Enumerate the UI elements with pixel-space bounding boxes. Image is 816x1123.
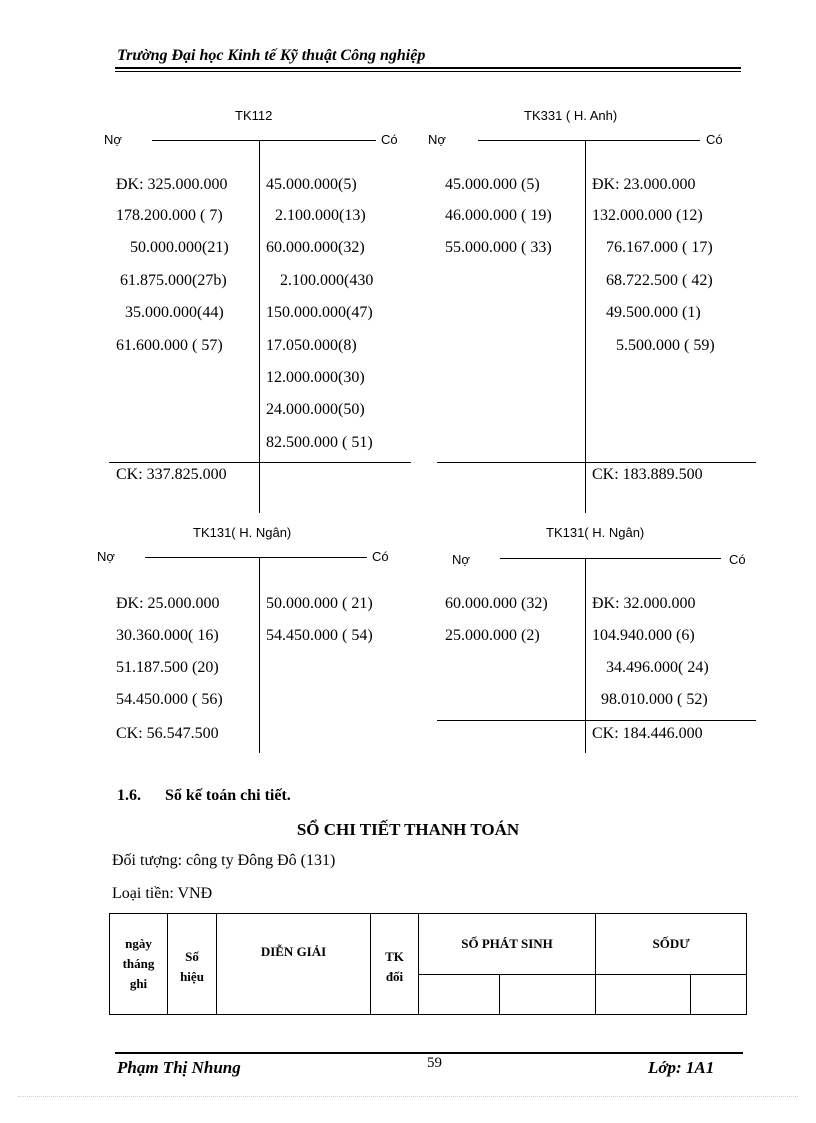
debit-entry: 46.000.000 ( 19) (445, 207, 552, 224)
t-top-line (478, 140, 700, 141)
header-account: TK đối (371, 914, 419, 1015)
debit-entry: ĐK: 25.000.000 (116, 595, 220, 612)
section-title: Sổ kế toán chi tiết. (165, 787, 291, 804)
credit-entry: 5.500.000 ( 59) (616, 337, 715, 354)
credit-entry: 104.940.000 (6) (592, 627, 695, 644)
closing-balance: CK: 56.547.500 (116, 725, 219, 742)
debit-entry: 25.000.000 (2) (445, 627, 540, 644)
account-title: TK131( H. Ngân) (193, 525, 292, 540)
header-rule-thin (115, 71, 741, 72)
ledger-currency: Loại tiền: VNĐ (112, 885, 213, 902)
ledger-subject: Đối tượng: công ty Đông Đô (131) (112, 852, 336, 869)
debit-entry: ĐK: 325.000.000 (116, 176, 228, 193)
debit-label: Nợ (428, 132, 446, 147)
credit-entry: 45.000.000(5) (266, 176, 357, 193)
closing-balance: CK: 183.889.500 (592, 466, 703, 483)
closing-balance: CK: 184.446.000 (592, 725, 703, 742)
footer-class: Lớp: 1A1 (648, 1058, 715, 1077)
table-cell (691, 975, 747, 1015)
ledger-table (109, 913, 747, 1015)
t-top-line (500, 558, 721, 559)
section-heading (117, 787, 291, 805)
credit-entry: 50.000.000 ( 21) (266, 595, 373, 612)
debit-entry: 50.000.000(21) (130, 239, 229, 256)
t-closing-line (437, 720, 756, 721)
header-rule (115, 67, 741, 69)
debit-entry: 51.187.500 (20) (116, 659, 219, 676)
table-cell (419, 975, 500, 1015)
account-title: TK112 (235, 108, 273, 123)
t-top-line (145, 557, 367, 558)
t-closing-line (437, 462, 756, 463)
credit-entry: 76.167.000 ( 17) (606, 239, 713, 256)
credit-entry: 98.010.000 ( 52) (601, 691, 708, 708)
account-title: TK331 ( H. Anh) (524, 108, 618, 123)
debit-entry: 30.360.000( 16) (116, 627, 219, 644)
credit-label: Có (381, 132, 398, 147)
debit-entry: 54.450.000 ( 56) (116, 691, 223, 708)
debit-entry: 55.000.000 ( 33) (445, 239, 552, 256)
credit-label: Có (372, 549, 389, 564)
t-top-line (152, 140, 376, 141)
header-date: ngày tháng ghi (110, 914, 168, 1015)
closing-balance: CK: 337.825.000 (116, 466, 227, 483)
debit-label: Nợ (104, 132, 122, 147)
section-number: 1.6. (117, 787, 141, 804)
header-arising: SỐ PHÁT SINH (419, 914, 596, 975)
header-number: Số hiệu (168, 914, 217, 1015)
debit-label: Nợ (452, 552, 470, 567)
credit-entry: ĐK: 32.000.000 (592, 595, 696, 612)
t-closing-line (109, 462, 411, 463)
credit-label: Có (706, 132, 723, 147)
footer-author: Phạm Thị Nhung (117, 1058, 241, 1077)
t-divider (585, 558, 586, 753)
credit-entry: 49.500.000 (1) (606, 304, 701, 321)
debit-entry: 61.600.000 ( 57) (116, 337, 223, 354)
credit-entry: 2.100.000(13) (275, 207, 366, 224)
debit-entry: 178.200.000 ( 7) (116, 207, 223, 224)
t-divider (585, 140, 586, 513)
credit-entry: 34.496.000( 24) (606, 659, 709, 676)
t-divider (259, 140, 260, 513)
credit-entry: 12.000.000(30) (266, 369, 365, 386)
header-description: DIỄN GIẢI (217, 914, 371, 1015)
page-edge (18, 1096, 798, 1097)
debit-entry: 61.875.000(27b) (120, 272, 227, 289)
credit-entry: 2.100.000(430 (280, 272, 374, 289)
footer-rule (115, 1052, 743, 1054)
credit-entry: 150.000.000(47) (266, 304, 373, 321)
debit-label: Nợ (97, 549, 115, 564)
t-divider (259, 557, 260, 753)
debit-entry: 60.000.000 (32) (445, 595, 548, 612)
credit-entry: ĐK: 23.000.000 (592, 176, 696, 193)
table-cell (596, 975, 691, 1015)
account-title: TK131( H. Ngân) (546, 525, 645, 540)
debit-entry: 45.000.000 (5) (445, 176, 540, 193)
credit-entry: 24.000.000(50) (266, 401, 365, 418)
document-header: Trường Đại học Kinh tế Kỹ thuật Công nghiệp (117, 47, 426, 64)
credit-label: Có (729, 552, 746, 567)
table-cell (500, 975, 596, 1015)
debit-entry: 35.000.000(44) (125, 304, 224, 321)
credit-entry: 17.050.000(8) (266, 337, 357, 354)
page-number: 59 (427, 1055, 442, 1071)
credit-entry: 132.000.000 (12) (592, 207, 703, 224)
credit-entry: 54.450.000 ( 54) (266, 627, 373, 644)
header-balance: SỐDƯ (596, 914, 747, 975)
credit-entry: 60.000.000(32) (266, 239, 365, 256)
credit-entry: 82.500.000 ( 51) (266, 434, 373, 451)
credit-entry: 68.722.500 ( 42) (606, 272, 713, 289)
ledger-title: SỔ CHI TIẾT THANH TOÁN (296, 820, 520, 839)
